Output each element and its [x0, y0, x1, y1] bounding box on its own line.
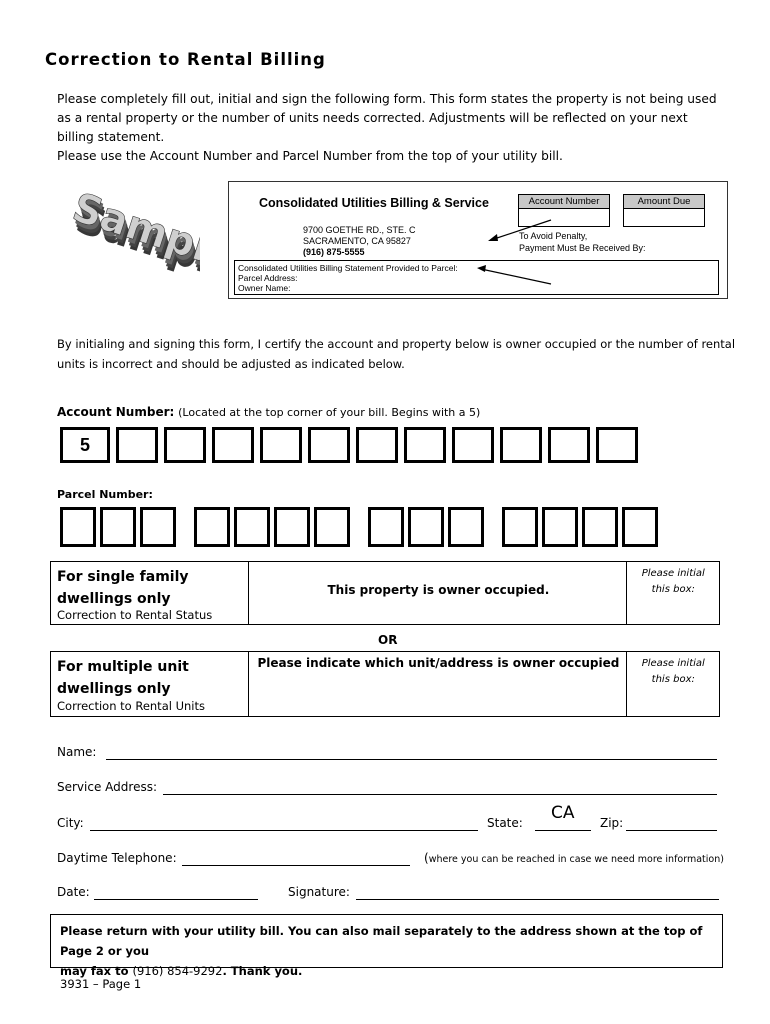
phone-note: [424, 851, 724, 865]
intro-paragraph: [57, 90, 737, 166]
parcel-group: [60, 507, 180, 547]
parcel-group: [194, 507, 354, 547]
parcel-digit-box[interactable]: [502, 507, 538, 547]
state-value: CA: [551, 803, 575, 823]
return-instructions-line: [60, 961, 713, 981]
parcel-digit-box[interactable]: [274, 507, 310, 547]
service-address-label: Service Address:: [57, 780, 157, 794]
bill-penalty-note: [519, 230, 646, 254]
zip-field[interactable]: [626, 830, 717, 831]
parcel-number-label: Parcel Number:: [57, 488, 153, 501]
bill-parcel-address-label: Parcel Address:: [238, 273, 298, 283]
parcel-digit-box[interactable]: [140, 507, 176, 547]
svg-text:Sample bill: Sample: [69, 192, 200, 288]
thank-you: . Thank you.: [222, 964, 303, 978]
parcel-digit-box[interactable]: [448, 507, 484, 547]
parcel-digit-box[interactable]: [234, 507, 270, 547]
single-family-table: [50, 561, 720, 625]
single-family-title-line: dwellings only: [57, 591, 171, 607]
bill-penalty-line: Payment Must Be Received By:: [519, 243, 646, 253]
service-address-field[interactable]: [163, 794, 717, 795]
single-family-label-cell: [51, 562, 249, 625]
initial-prompt-line: Please initial: [641, 658, 705, 669]
account-digit-box[interactable]: [596, 427, 638, 463]
return-instructions: [50, 914, 723, 978]
parcel-group: [502, 507, 662, 547]
parcel-digit-box[interactable]: [194, 507, 230, 547]
bill-penalty-line: To Avoid Penalty,: [519, 231, 588, 241]
owner-occupied-statement: This property is owner occupied.: [327, 583, 550, 597]
multiple-unit-label-cell: [51, 652, 249, 717]
name-label: Name:: [57, 745, 97, 759]
account-digit-box[interactable]: [356, 427, 398, 463]
bill-amount-due-box: [623, 208, 705, 227]
state-label: State:: [487, 816, 523, 830]
svg-text:Sample bill: Sample: [67, 184, 200, 280]
fax-number: (916) 854-9292: [132, 964, 223, 978]
account-digit-box[interactable]: [116, 427, 158, 463]
single-family-title: [57, 566, 189, 610]
initial-prompt-line: Please initial: [641, 568, 705, 579]
account-digit-box[interactable]: [164, 427, 206, 463]
bill-owner-name-label: Owner Name:: [238, 283, 291, 293]
intro-line: as a rental property or the number of units needs corrected. Adjustments will be reflected on your next: [57, 111, 688, 125]
account-number-heading: [57, 405, 480, 419]
account-digit-box[interactable]: [308, 427, 350, 463]
daytime-telephone-label: Daytime Telephone:: [57, 851, 177, 865]
initial-prompt-line: this box:: [651, 584, 695, 595]
daytime-telephone-field[interactable]: [182, 865, 410, 866]
zip-label: Zip:: [600, 816, 624, 830]
account-digit-box[interactable]: [404, 427, 446, 463]
account-digit-box[interactable]: [212, 427, 254, 463]
single-family-subtitle: Correction to Rental Status: [57, 608, 213, 622]
parcel-digit-box[interactable]: [100, 507, 136, 547]
name-field[interactable]: [106, 759, 717, 760]
single-family-initial-box[interactable]: [627, 562, 720, 625]
city-label: City:: [57, 816, 84, 830]
owner-unit-cell[interactable]: [249, 652, 627, 717]
account-digit-box[interactable]: [260, 427, 302, 463]
bill-company-name: Consolidated Utilities Billing & Service: [259, 196, 489, 210]
sample-bill: [228, 181, 728, 299]
bill-account-number-label: Account Number: [518, 194, 610, 209]
single-family-title-line: For single family: [57, 569, 189, 585]
bill-address: [303, 225, 416, 258]
parcel-group: [368, 507, 488, 547]
certify-line: units is incorrect and should be adjusted as indicated below.: [57, 357, 405, 371]
date-field[interactable]: [94, 899, 258, 900]
intro-line: billing statement.: [57, 130, 165, 144]
parcel-digit-box[interactable]: [368, 507, 404, 547]
parcel-digit-box[interactable]: [60, 507, 96, 547]
account-digit-box[interactable]: [452, 427, 494, 463]
bill-amount-due-label: Amount Due: [623, 194, 705, 209]
intro-line: Please use the Account Number and Parcel Number from the top of your utility bill.: [57, 149, 563, 163]
account-digit-box[interactable]: [548, 427, 590, 463]
parcel-number-boxes: [60, 507, 676, 547]
fax-prefix: may fax to: [60, 964, 133, 978]
state-field[interactable]: [535, 830, 591, 831]
parcel-digit-box[interactable]: [314, 507, 350, 547]
bill-parcel-box: [234, 260, 719, 295]
account-number-boxes: [60, 427, 644, 463]
parcel-digit-box[interactable]: [408, 507, 444, 547]
initial-prompt: [627, 566, 719, 598]
svg-text:Sample bill: Sample: [68, 189, 200, 285]
certify-line: By initialing and signing this form, I certify the account and property below is owner occupied or the number of rental: [57, 337, 736, 351]
svg-text:Sample bill: Sample: [70, 196, 200, 290]
parcel-digit-box[interactable]: [542, 507, 578, 547]
multiple-unit-initial-box[interactable]: [627, 652, 720, 717]
multiple-unit-subtitle: Correction to Rental Units: [57, 699, 205, 713]
account-number-note: (Located at the top corner of your bill. Begins with a 5): [178, 406, 481, 419]
signature-field[interactable]: [356, 899, 719, 900]
owner-unit-statement: Please indicate which unit/address is owner occupied: [257, 656, 620, 670]
parcel-digit-box[interactable]: [622, 507, 658, 547]
bill-address-line: 9700 GOETHE RD., STE. C: [303, 225, 416, 235]
account-number-label: Account Number:: [57, 405, 175, 419]
certification-text: [57, 334, 737, 374]
bill-parcel-statement: Consolidated Utilities Billing Statement Provided to Parcel:: [238, 263, 458, 273]
initial-prompt: [627, 656, 719, 688]
owner-occupied-cell[interactable]: [249, 562, 627, 625]
multiple-unit-table: [50, 651, 720, 717]
phone-note-paren: (: [424, 851, 429, 865]
intro-line: Please completely fill out, initial and sign the following form. This form states the property is not being used: [57, 92, 717, 106]
signature-label: Signature:: [288, 885, 350, 899]
sample-bill-logo: [60, 180, 200, 290]
account-digit-box[interactable]: [500, 427, 542, 463]
initial-prompt-line: this box:: [651, 674, 695, 685]
bill-address-line: SACRAMENTO, CA 95827: [303, 236, 411, 246]
bill-account-number-box: [518, 208, 610, 227]
multiple-unit-title: [57, 656, 189, 700]
date-label: Date:: [57, 885, 90, 899]
multiple-unit-title-line: dwellings only: [57, 681, 171, 697]
page-title: Correction to Rental Billing: [45, 50, 326, 69]
or-separator: OR: [378, 633, 398, 647]
phone-note-text: where you can be reached in case we need more information): [428, 854, 724, 865]
return-instructions-line: Please return with your utility bill. You can also mail separately to the address shown at the top of Page 2 or you: [60, 924, 703, 958]
account-digit-box[interactable]: 5: [60, 427, 110, 463]
multiple-unit-title-line: For multiple unit: [57, 659, 189, 675]
city-field[interactable]: [90, 830, 478, 831]
bill-phone: (916) 875-5555: [303, 247, 365, 257]
page-footer: 3931 – Page 1: [60, 977, 142, 991]
parcel-digit-box[interactable]: [582, 507, 618, 547]
